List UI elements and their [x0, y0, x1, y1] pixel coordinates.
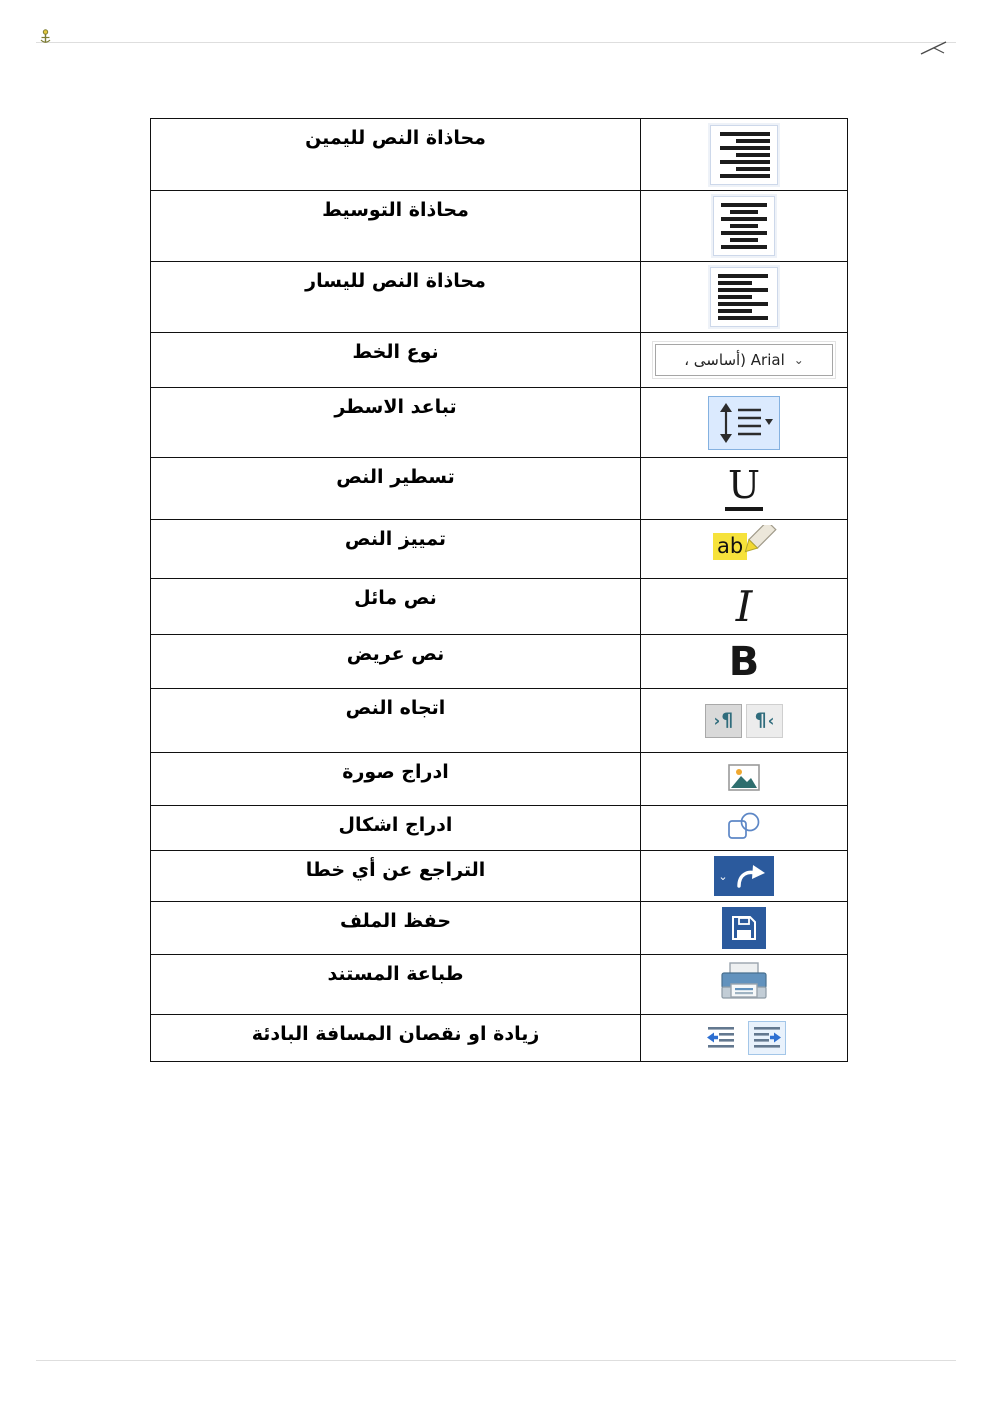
- table-row: [151, 520, 848, 579]
- icon-cell: [641, 458, 848, 520]
- highlighter-pen-icon: [735, 525, 777, 567]
- table-row: [151, 333, 848, 388]
- table-row: [151, 902, 848, 955]
- table-row: [151, 1015, 848, 1062]
- label-cell: [151, 851, 641, 902]
- label-cell: [151, 955, 641, 1015]
- row-label: طباعة المستند: [327, 963, 464, 985]
- arrow-right-icon: ›: [713, 710, 721, 730]
- label-cell: [151, 119, 641, 191]
- page-top-margin-line: [36, 42, 956, 43]
- label-cell: [151, 262, 641, 333]
- dropdown-chevron-icon: ⌄: [793, 353, 804, 367]
- row-label: نص مائل: [354, 587, 437, 609]
- align-center-icon: [713, 196, 775, 256]
- row-label: نص عريض: [346, 643, 445, 665]
- label-cell: [151, 902, 641, 955]
- bold-icon: B: [728, 638, 760, 685]
- icon-cell: [641, 753, 848, 806]
- table-row: [151, 388, 848, 458]
- row-label: ادراج اشكال: [338, 814, 453, 836]
- page-bottom-margin-line: [36, 1360, 956, 1361]
- toolbar-table-body: [151, 119, 848, 1062]
- insert-picture-icon: [728, 764, 760, 791]
- icon-cell: [641, 262, 848, 333]
- icon-cell: [641, 333, 848, 388]
- table-row: [151, 851, 848, 902]
- line-spacing-icon: [708, 396, 780, 450]
- table-row: [151, 806, 848, 851]
- text-direction-icons: [705, 704, 783, 738]
- label-cell: [151, 753, 641, 806]
- label-cell: [151, 520, 641, 579]
- table-row: [151, 191, 848, 262]
- pilcrow-icon: ¶: [721, 709, 734, 731]
- highlight-icon: [709, 525, 779, 569]
- align-right-icon: [710, 125, 778, 185]
- row-label: زيادة او نقصان المسافة البادئة: [251, 1023, 540, 1045]
- row-label: تمييز النص: [344, 528, 447, 550]
- pilcrow-icon: ¶: [754, 709, 767, 731]
- row-label: محاذاة التوسيط: [322, 199, 469, 221]
- arrow-left-icon: ‹: [767, 710, 775, 730]
- insert-shapes-icon: [727, 811, 761, 841]
- font-name-combobox: [655, 344, 833, 376]
- icon-cell: [641, 119, 848, 191]
- table-row: [151, 689, 848, 753]
- table-row: [151, 119, 848, 191]
- row-label: ادراج صورة: [342, 761, 449, 783]
- undo-dropdown-chevron-icon: ⌄: [718, 869, 728, 883]
- increase-indent-icon: [749, 1022, 785, 1054]
- icon-cell: [641, 851, 848, 902]
- label-cell: [151, 635, 641, 689]
- rtl-text-direction-icon: [705, 704, 742, 738]
- row-label: التراجع عن أي خطا: [305, 859, 486, 881]
- print-icon: [719, 962, 769, 1004]
- label-cell: [151, 458, 641, 520]
- font-name-dropdown: [652, 341, 836, 379]
- row-label: نوع الخط: [352, 341, 439, 363]
- label-cell: [151, 579, 641, 635]
- icon-cell: [641, 635, 848, 689]
- row-label: حفظ الملف: [339, 910, 452, 932]
- row-label: تسطير النص: [336, 466, 455, 488]
- label-cell: [151, 689, 641, 753]
- decrease-indent-icon: [703, 1022, 739, 1054]
- align-left-icon: [710, 267, 778, 327]
- table-row: [151, 753, 848, 806]
- object-anchor-icon: [40, 29, 51, 44]
- table-row: [151, 955, 848, 1015]
- underline-icon: U: [725, 466, 763, 511]
- label-cell: [151, 388, 641, 458]
- icon-cell: [641, 191, 848, 262]
- indent-icons: [703, 1022, 785, 1054]
- toolbar-description-table: [150, 118, 848, 1062]
- italic-icon: I: [735, 581, 753, 631]
- table-row: [151, 579, 848, 635]
- icon-cell: [641, 902, 848, 955]
- highlight-ab-label: ab: [713, 533, 747, 560]
- label-cell: [151, 1015, 641, 1062]
- row-label: محاذاة النص لليسار: [305, 270, 486, 292]
- ltr-text-direction-icon: [746, 704, 783, 738]
- label-cell: [151, 333, 641, 388]
- row-label: محاذاة النص لليمين: [305, 127, 486, 149]
- label-cell: [151, 191, 641, 262]
- label-cell: [151, 806, 641, 851]
- icon-cell: [641, 689, 848, 753]
- undo-icon: [714, 856, 773, 896]
- table-row: [151, 635, 848, 689]
- icon-cell: [641, 1015, 848, 1062]
- save-icon: [722, 907, 766, 949]
- row-label: اتجاه النص: [345, 697, 446, 719]
- icon-cell: [641, 955, 848, 1015]
- row-label: تباعد الاسطر: [334, 396, 457, 418]
- icon-cell: [641, 388, 848, 458]
- table-row: [151, 458, 848, 520]
- icon-cell: [641, 806, 848, 851]
- pen-corner-mark-icon: [920, 40, 948, 56]
- icon-cell: [641, 520, 848, 579]
- font-name-value: Arial (أساسى ،: [684, 350, 785, 369]
- table-row: [151, 262, 848, 333]
- icon-cell: [641, 579, 848, 635]
